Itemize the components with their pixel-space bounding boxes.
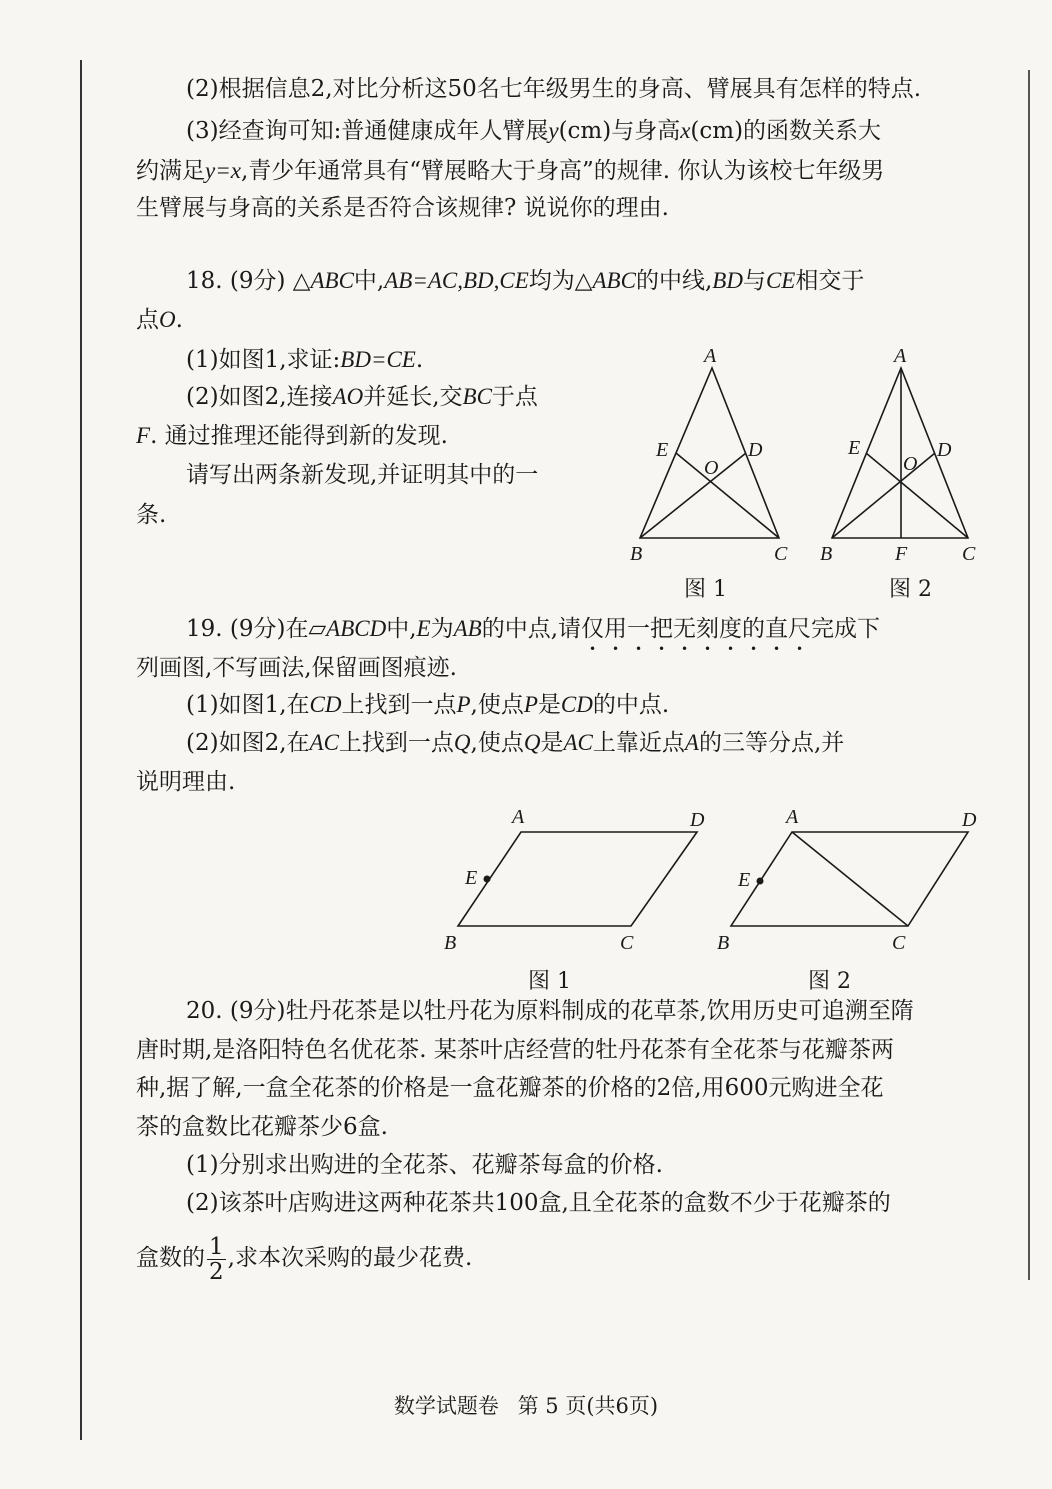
q20-part2-line1: (2)该茶叶店购进这两种花茶共100盒,且全花茶的盒数不少于花瓣茶的 bbox=[186, 1190, 891, 1216]
label-o: O bbox=[903, 453, 918, 475]
point-e bbox=[757, 878, 764, 885]
q19-figure2-caption: 图 2 bbox=[808, 969, 851, 994]
q18-figure1-caption: 图 1 bbox=[684, 577, 727, 602]
q18-figure2-caption: 图 2 bbox=[889, 577, 932, 602]
q20-stem-line2: 唐时期,是洛阳特色名优花茶. 某茶叶店经营的牡丹花茶有全花茶与花瓣茶两 bbox=[136, 1037, 894, 1063]
q20-stem-line1: 20. (9分)牡丹花茶是以牡丹花为原料制成的花草茶,饮用历史可追溯至隋 bbox=[186, 998, 914, 1024]
label-b: B bbox=[444, 932, 457, 954]
label-b: B bbox=[717, 932, 730, 954]
q18-part3-line2: 条. bbox=[136, 502, 167, 528]
q19-figure1-caption: 图 1 bbox=[528, 969, 571, 994]
label-b: B bbox=[820, 543, 833, 565]
footer-page-number: 第 5 页(共6页) bbox=[517, 1394, 659, 1418]
label-e: E bbox=[848, 437, 861, 459]
label-b: B bbox=[630, 543, 643, 565]
label-d: D bbox=[937, 439, 952, 461]
q18-part3-line1: 请写出两条新发现,并证明其中的一 bbox=[186, 462, 539, 488]
label-c: C bbox=[962, 543, 976, 565]
q18-stem-line2: 点O. bbox=[136, 307, 183, 333]
label-a: A bbox=[894, 345, 907, 367]
label-o: O bbox=[704, 457, 719, 479]
label-a: A bbox=[512, 806, 525, 828]
label-a: A bbox=[786, 806, 799, 828]
q19-part1: (1)如图1,在CD上找到一点P,使点P是CD的中点. bbox=[186, 692, 670, 718]
q17-part2: (2)根据信息2,对比分析这50名七年级男生的身高、臂展具有怎样的特点. bbox=[186, 76, 922, 102]
page-footer bbox=[0, 1390, 1052, 1420]
q17-part3-line1: (3)经查询可知:普通健康成年人臂展y(cm)与身高x(cm)的函数关系大 bbox=[186, 118, 882, 144]
label-c: C bbox=[774, 543, 788, 565]
label-c: C bbox=[620, 932, 634, 954]
q19-stem-line2: 列画图,不写画法,保留画图痕迹. bbox=[136, 655, 457, 681]
q19-part2-line1: (2)如图2,在AC上找到一点Q,使点Q是AC上靠近点A的三等分点,并 bbox=[186, 730, 845, 756]
label-e: E bbox=[738, 869, 751, 891]
q18-stem-line1: 18. (9分) △ABC中,AB=AC,BD,CE均为△ABC的中线,BD与CE相交于 bbox=[186, 268, 865, 294]
label-f: F bbox=[895, 543, 908, 565]
q17-part3-line3: 生臂展与身高的关系是否符合该规律? 说说你的理由. bbox=[136, 195, 669, 221]
fraction-one-half: $\frac{1}{2}$ bbox=[209, 1233, 224, 1285]
q20-stem-line3: 种,据了解,一盒全花茶的价格是一盒花瓣茶的价格的2倍,用600元购进全花 bbox=[136, 1075, 884, 1101]
label-d: D bbox=[962, 809, 977, 831]
q19-stem-line1: 19. (9分)在▱ABCD中,E为AB的中点,请仅用一把无刻度的直尺完成下 bbox=[186, 616, 881, 642]
label-d: D bbox=[690, 809, 705, 831]
q17-part3-line2: 约满足y=x,青少年通常具有“臂展略大于身高”的规律. 你认为该校七年级男 bbox=[136, 158, 885, 184]
footer-title: 数学试题卷 bbox=[393, 1394, 499, 1418]
q18-part1: (1)如图1,求证:BD=CE. bbox=[186, 347, 424, 373]
q20-part2-line2: 盒数的 $\frac{1}{2}$ ,求本次采购的最少花费. bbox=[136, 1233, 473, 1285]
label-e: E bbox=[656, 439, 669, 461]
emphasis-ruler-only: 仅用一把无刻度的直尺 bbox=[581, 616, 812, 642]
label-e: E bbox=[465, 867, 478, 889]
q19-part2-line2: 说明理由. bbox=[136, 769, 236, 795]
label-c: C bbox=[892, 932, 906, 954]
diagonal-ac bbox=[792, 832, 908, 926]
q20-stem-line4: 茶的盒数比花瓣茶少6盒. bbox=[136, 1114, 388, 1140]
label-d: D bbox=[748, 439, 763, 461]
q18-part2-line1: (2)如图2,连接AO并延长,交BC于点 bbox=[186, 384, 538, 410]
label-a: A bbox=[704, 345, 717, 367]
q18-part2-line2: F. 通过推理还能得到新的发现. bbox=[136, 423, 448, 449]
q20-part1: (1)分别求出购进的全花茶、花瓣茶每盒的价格. bbox=[186, 1152, 663, 1178]
